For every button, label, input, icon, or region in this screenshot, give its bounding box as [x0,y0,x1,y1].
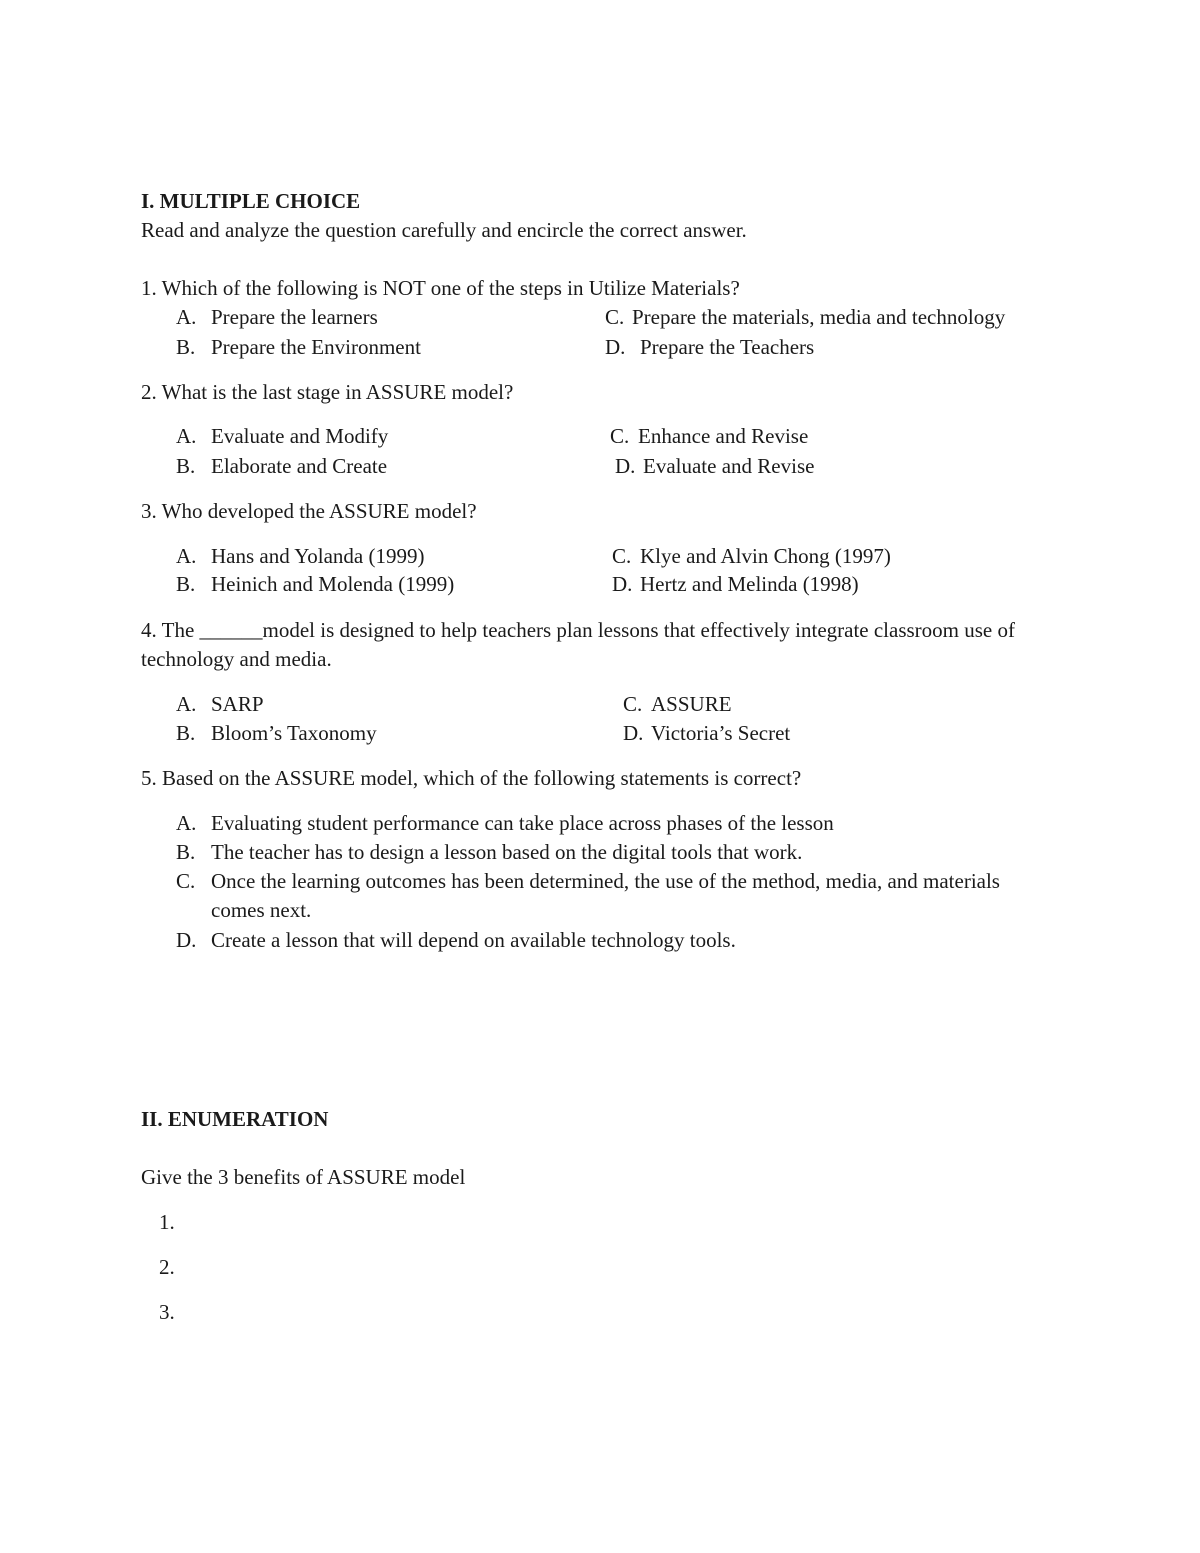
enumeration-item-2: 2. [159,1255,175,1279]
q2-option-b-text: Elaborate and Create [211,454,388,478]
q4-option-c-text: ASSURE [651,692,732,716]
q3-option-d-letter: D. [612,572,633,596]
q1-option-d-letter: D. [605,335,626,359]
question-5-stem: 5. Based on the ASSURE model, which of the following statements is correct? [141,766,802,790]
q3-option-d-text: Hertz and Melinda (1998) [640,572,859,596]
instructions: Read and analyze the question carefully and encircle the correct answer. [141,218,747,242]
q4-option-c-letter: C. [623,692,643,716]
q3-option-b-letter: B. [176,572,196,596]
q2-option-a-letter: A. [176,424,197,448]
q4-option-b-text: Bloom’s Taxonomy [211,721,377,745]
q5-option-a-letter: A. [176,811,197,835]
q1-option-b-letter: B. [176,335,196,359]
q2-option-d-text: Evaluate and Revise [643,454,815,478]
q1-option-a-letter: A. [176,305,197,329]
q5-option-c-letter: C. [176,869,196,893]
q2-option-b-letter: B. [176,454,196,478]
question-2-stem: 2. What is the last stage in ASSURE model? [141,380,514,404]
q5-option-b-letter: B. [176,840,196,864]
q1-option-d-text: Prepare the Teachers [640,335,815,359]
q1-option-a-text: Prepare the learners [211,305,378,329]
q2-option-c-text: Enhance and Revise [638,424,809,448]
section-heading-enumeration: II. ENUMERATION [141,1107,329,1131]
q5-option-d-text: Create a lesson that will depend on available technology tools. [211,928,736,952]
enumeration-item-1: 1. [159,1210,175,1234]
q1-option-c-text: Prepare the materials, media and technology [632,305,1006,329]
question-3-stem: 3. Who developed the ASSURE model? [141,499,477,523]
q2-option-c-letter: C. [610,424,630,448]
q3-option-c-letter: C. [612,544,632,568]
q4-option-a-text: SARP [211,692,264,716]
enumeration-prompt: Give the 3 benefits of ASSURE model [141,1165,466,1189]
question-4-stem: 4. The ______model is designed to help teachers plan lessons that effectively integrate classroom use of technology and media. [141,618,1015,671]
q5-option-d-letter: D. [176,928,197,952]
q1-option-b-text: Prepare the Environment [211,335,421,359]
q1-option-c-letter: C. [605,305,625,329]
q2-option-a-text: Evaluate and Modify [211,424,389,448]
section-heading-multiple-choice: I. MULTIPLE CHOICE [141,189,361,213]
question-1-stem: 1. Which of the following is NOT one of the steps in Utilize Materials? [141,276,740,300]
q5-option-b-text: The teacher has to design a lesson based on the digital tools that work. [211,840,803,864]
q3-option-a-text: Hans and Yolanda (1999) [211,544,425,568]
q3-option-b-text: Heinich and Molenda (1999) [211,572,455,596]
q4-option-d-text: Victoria’s Secret [651,721,791,745]
q3-option-a-letter: A. [176,544,197,568]
q4-option-a-letter: A. [176,692,197,716]
q5-option-c-text: Once the learning outcomes has been determined, the use of the method, media, and materials comes next. [211,869,1000,922]
enumeration-item-3: 3. [159,1300,175,1324]
q3-option-c-text: Klye and Alvin Chong (1997) [640,544,891,568]
q4-option-b-letter: B. [176,721,196,745]
q5-option-a-text: Evaluating student performance can take place across phases of the lesson [211,811,834,835]
q2-option-d-letter: D. [615,454,636,478]
q4-option-d-letter: D. [623,721,644,745]
